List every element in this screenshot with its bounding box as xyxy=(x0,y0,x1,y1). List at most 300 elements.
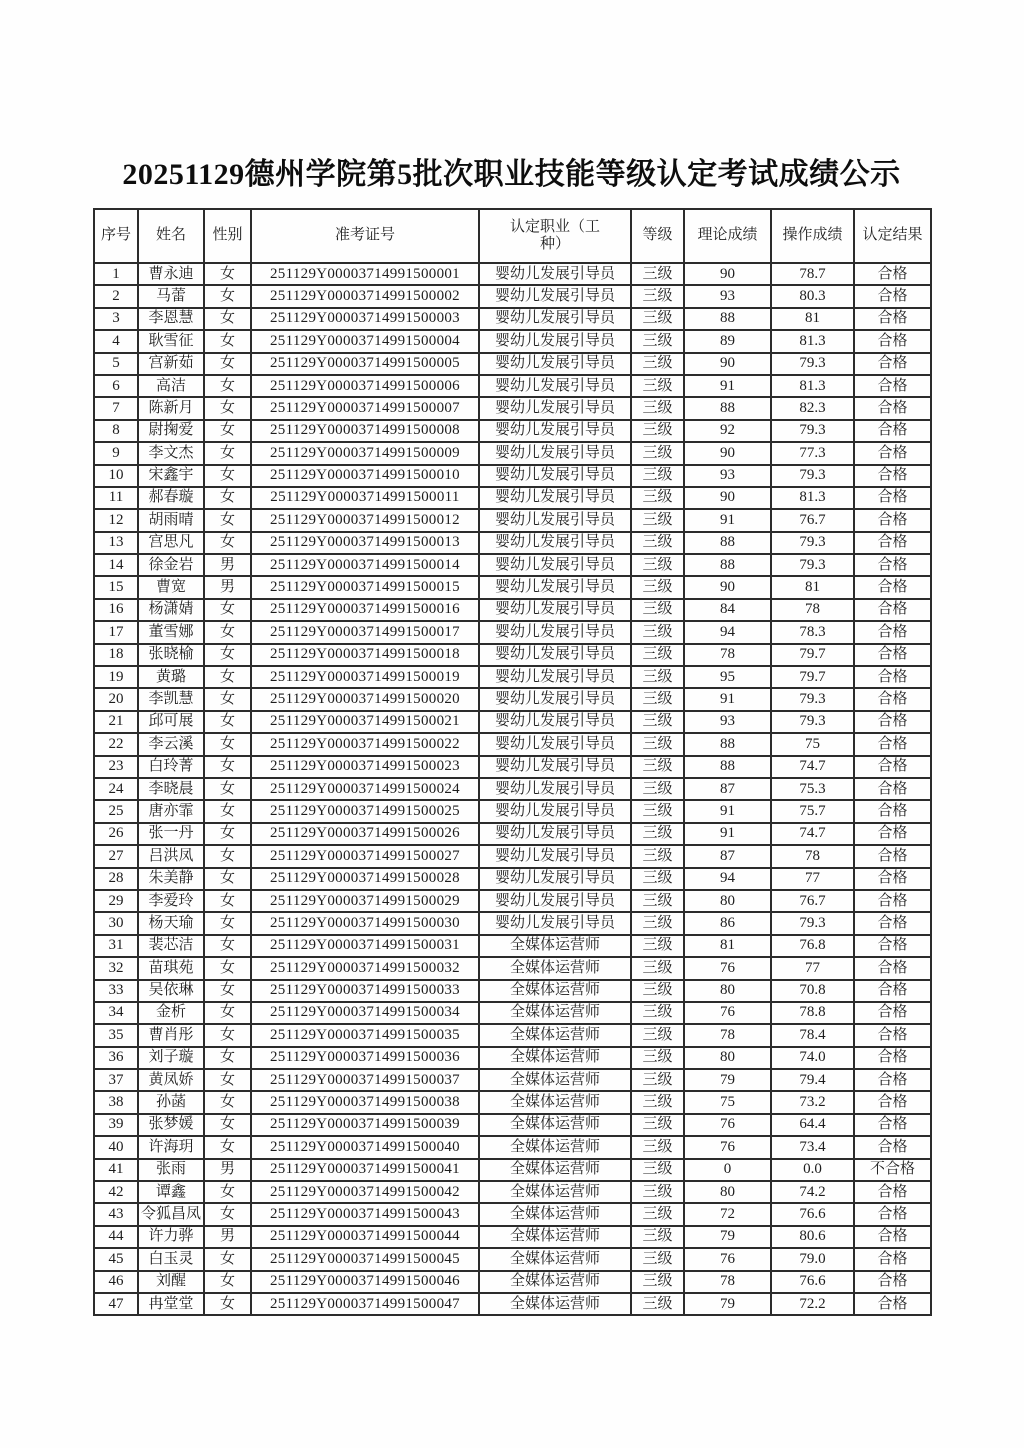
cell-occupation: 全媒体运营师 xyxy=(479,980,631,1002)
cell-theory-score: 88 xyxy=(684,397,771,419)
cell-theory-score: 92 xyxy=(684,420,771,442)
cell-operation-score: 77.3 xyxy=(771,442,854,464)
cell-result: 合格 xyxy=(854,509,931,531)
cell-index: 23 xyxy=(94,756,138,778)
cell-exam-id: 251129Y00003714991500036 xyxy=(251,1047,479,1069)
cell-name: 马蕾 xyxy=(138,285,204,307)
cell-gender: 女 xyxy=(204,1002,251,1024)
cell-name: 唐亦霏 xyxy=(138,800,204,822)
cell-index: 6 xyxy=(94,375,138,397)
cell-exam-id: 251129Y00003714991500003 xyxy=(251,308,479,330)
cell-exam-id: 251129Y00003714991500031 xyxy=(251,935,479,957)
cell-index: 5 xyxy=(94,353,138,375)
cell-name: 裴芯洁 xyxy=(138,935,204,957)
cell-level: 三级 xyxy=(631,509,684,531)
cell-result: 合格 xyxy=(854,353,931,375)
cell-level: 三级 xyxy=(631,532,684,554)
cell-operation-score: 81.3 xyxy=(771,375,854,397)
table-row xyxy=(94,576,931,598)
cell-index: 9 xyxy=(94,442,138,464)
cell-operation-score: 78 xyxy=(771,845,854,867)
table-row xyxy=(94,487,931,509)
cell-name: 吴依琳 xyxy=(138,980,204,1002)
cell-occupation: 婴幼儿发展引导员 xyxy=(479,890,631,912)
table-row xyxy=(94,420,931,442)
cell-operation-score: 73.4 xyxy=(771,1136,854,1158)
cell-theory-score: 84 xyxy=(684,599,771,621)
cell-level: 三级 xyxy=(631,1271,684,1293)
cell-operation-score: 64.4 xyxy=(771,1114,854,1136)
cell-name: 金析 xyxy=(138,1002,204,1024)
table-row xyxy=(94,935,931,957)
cell-occupation: 婴幼儿发展引导员 xyxy=(479,823,631,845)
cell-result: 合格 xyxy=(854,285,931,307)
cell-operation-score: 72.2 xyxy=(771,1293,854,1315)
cell-index: 13 xyxy=(94,532,138,554)
cell-level: 三级 xyxy=(631,487,684,509)
cell-index: 46 xyxy=(94,1271,138,1293)
cell-occupation: 婴幼儿发展引导员 xyxy=(479,330,631,352)
cell-result: 合格 xyxy=(854,1069,931,1091)
cell-result: 合格 xyxy=(854,1002,931,1024)
cell-exam-id: 251129Y00003714991500033 xyxy=(251,980,479,1002)
cell-level: 三级 xyxy=(631,1226,684,1248)
cell-index: 16 xyxy=(94,599,138,621)
cell-level: 三级 xyxy=(631,465,684,487)
cell-level: 三级 xyxy=(631,912,684,934)
cell-occupation: 全媒体运营师 xyxy=(479,1091,631,1113)
cell-operation-score: 79.3 xyxy=(771,711,854,733)
cell-result: 合格 xyxy=(854,912,931,934)
cell-exam-id: 251129Y00003714991500034 xyxy=(251,1002,479,1024)
cell-gender: 女 xyxy=(204,397,251,419)
cell-theory-score: 79 xyxy=(684,1226,771,1248)
cell-operation-score: 77 xyxy=(771,957,854,979)
table-row xyxy=(94,711,931,733)
cell-result: 合格 xyxy=(854,868,931,890)
cell-name: 宫思凡 xyxy=(138,532,204,554)
cell-name: 曹永迪 xyxy=(138,263,204,285)
table-row xyxy=(94,1293,931,1315)
cell-result: 合格 xyxy=(854,733,931,755)
cell-exam-id: 251129Y00003714991500024 xyxy=(251,778,479,800)
cell-occupation: 婴幼儿发展引导员 xyxy=(479,644,631,666)
cell-operation-score: 76.7 xyxy=(771,509,854,531)
cell-result: 合格 xyxy=(854,688,931,710)
cell-index: 39 xyxy=(94,1114,138,1136)
cell-name: 白玉灵 xyxy=(138,1248,204,1270)
cell-exam-id: 251129Y00003714991500004 xyxy=(251,330,479,352)
cell-name: 宫新茹 xyxy=(138,353,204,375)
cell-index: 14 xyxy=(94,554,138,576)
table-row xyxy=(94,465,931,487)
cell-theory-score: 72 xyxy=(684,1203,771,1225)
cell-theory-score: 80 xyxy=(684,1181,771,1203)
cell-exam-id: 251129Y00003714991500010 xyxy=(251,465,479,487)
cell-result: 合格 xyxy=(854,1226,931,1248)
cell-operation-score: 76.7 xyxy=(771,890,854,912)
cell-gender: 女 xyxy=(204,621,251,643)
table-row xyxy=(94,621,931,643)
cell-index: 17 xyxy=(94,621,138,643)
cell-theory-score: 91 xyxy=(684,823,771,845)
cell-gender: 女 xyxy=(204,1024,251,1046)
cell-level: 三级 xyxy=(631,957,684,979)
table-row xyxy=(94,509,931,531)
cell-gender: 女 xyxy=(204,308,251,330)
cell-gender: 女 xyxy=(204,778,251,800)
table-row xyxy=(94,1159,931,1181)
cell-level: 三级 xyxy=(631,397,684,419)
cell-gender: 女 xyxy=(204,532,251,554)
cell-result: 合格 xyxy=(854,711,931,733)
cell-level: 三级 xyxy=(631,599,684,621)
cell-theory-score: 94 xyxy=(684,868,771,890)
cell-exam-id: 251129Y00003714991500028 xyxy=(251,868,479,890)
column-header-result: 认定结果 xyxy=(854,209,931,263)
table-row xyxy=(94,285,931,307)
table-row xyxy=(94,733,931,755)
table-row xyxy=(94,1091,931,1113)
cell-name: 令狐昌凤 xyxy=(138,1203,204,1225)
cell-occupation: 全媒体运营师 xyxy=(479,1181,631,1203)
cell-exam-id: 251129Y00003714991500041 xyxy=(251,1159,479,1181)
cell-index: 12 xyxy=(94,509,138,531)
cell-theory-score: 80 xyxy=(684,980,771,1002)
cell-occupation: 婴幼儿发展引导员 xyxy=(479,465,631,487)
column-header-theory-score: 理论成绩 xyxy=(684,209,771,263)
table-header-row xyxy=(94,209,931,263)
cell-operation-score: 77 xyxy=(771,868,854,890)
cell-level: 三级 xyxy=(631,1069,684,1091)
cell-result: 合格 xyxy=(854,487,931,509)
cell-occupation: 婴幼儿发展引导员 xyxy=(479,688,631,710)
cell-result: 合格 xyxy=(854,644,931,666)
column-header-gender: 性别 xyxy=(204,209,251,263)
cell-gender: 女 xyxy=(204,442,251,464)
cell-exam-id: 251129Y00003714991500046 xyxy=(251,1271,479,1293)
table-row xyxy=(94,532,931,554)
cell-gender: 女 xyxy=(204,1091,251,1113)
cell-gender: 女 xyxy=(204,935,251,957)
cell-operation-score: 76.6 xyxy=(771,1203,854,1225)
cell-level: 三级 xyxy=(631,1181,684,1203)
table-header xyxy=(94,209,931,263)
cell-level: 三级 xyxy=(631,330,684,352)
cell-theory-score: 88 xyxy=(684,308,771,330)
cell-operation-score: 75.3 xyxy=(771,778,854,800)
column-header-occupation: 认定职业（工种） xyxy=(479,209,631,263)
table-row xyxy=(94,890,931,912)
cell-gender: 女 xyxy=(204,487,251,509)
cell-gender: 女 xyxy=(204,1271,251,1293)
cell-exam-id: 251129Y00003714991500040 xyxy=(251,1136,479,1158)
column-header-index: 序号 xyxy=(94,209,138,263)
cell-operation-score: 74.7 xyxy=(771,823,854,845)
cell-index: 44 xyxy=(94,1226,138,1248)
cell-result: 合格 xyxy=(854,666,931,688)
cell-occupation: 全媒体运营师 xyxy=(479,1024,631,1046)
cell-operation-score: 78 xyxy=(771,599,854,621)
cell-operation-score: 79.3 xyxy=(771,420,854,442)
cell-exam-id: 251129Y00003714991500019 xyxy=(251,666,479,688)
cell-name: 徐金岩 xyxy=(138,554,204,576)
cell-occupation: 全媒体运营师 xyxy=(479,935,631,957)
cell-index: 43 xyxy=(94,1203,138,1225)
cell-name: 谭鑫 xyxy=(138,1181,204,1203)
cell-name: 吕洪凤 xyxy=(138,845,204,867)
cell-level: 三级 xyxy=(631,1136,684,1158)
cell-operation-score: 78.3 xyxy=(771,621,854,643)
cell-operation-score: 75.7 xyxy=(771,800,854,822)
cell-operation-score: 70.8 xyxy=(771,980,854,1002)
table-row xyxy=(94,800,931,822)
cell-theory-score: 93 xyxy=(684,465,771,487)
cell-gender: 女 xyxy=(204,330,251,352)
cell-name: 邱可展 xyxy=(138,711,204,733)
cell-occupation: 婴幼儿发展引导员 xyxy=(479,666,631,688)
table-row xyxy=(94,599,931,621)
cell-occupation: 婴幼儿发展引导员 xyxy=(479,868,631,890)
cell-operation-score: 81 xyxy=(771,576,854,598)
cell-exam-id: 251129Y00003714991500038 xyxy=(251,1091,479,1113)
cell-operation-score: 79.7 xyxy=(771,666,854,688)
cell-theory-score: 79 xyxy=(684,1293,771,1315)
cell-result: 合格 xyxy=(854,1024,931,1046)
cell-name: 李凯慧 xyxy=(138,688,204,710)
cell-name: 宋鑫宇 xyxy=(138,465,204,487)
cell-occupation: 婴幼儿发展引导员 xyxy=(479,420,631,442)
cell-theory-score: 90 xyxy=(684,353,771,375)
cell-gender: 女 xyxy=(204,1069,251,1091)
cell-level: 三级 xyxy=(631,980,684,1002)
cell-occupation: 婴幼儿发展引导员 xyxy=(479,375,631,397)
cell-operation-score: 79.7 xyxy=(771,644,854,666)
table-row xyxy=(94,554,931,576)
cell-occupation: 全媒体运营师 xyxy=(479,1002,631,1024)
cell-result: 合格 xyxy=(854,599,931,621)
cell-exam-id: 251129Y00003714991500026 xyxy=(251,823,479,845)
table-row xyxy=(94,1248,931,1270)
cell-theory-score: 88 xyxy=(684,756,771,778)
cell-result: 合格 xyxy=(854,1114,931,1136)
table-row xyxy=(94,1002,931,1024)
cell-name: 高洁 xyxy=(138,375,204,397)
cell-exam-id: 251129Y00003714991500025 xyxy=(251,800,479,822)
table-row xyxy=(94,308,931,330)
cell-level: 三级 xyxy=(631,688,684,710)
cell-index: 40 xyxy=(94,1136,138,1158)
cell-theory-score: 81 xyxy=(684,935,771,957)
cell-index: 32 xyxy=(94,957,138,979)
cell-gender: 女 xyxy=(204,845,251,867)
cell-occupation: 婴幼儿发展引导员 xyxy=(479,800,631,822)
cell-level: 三级 xyxy=(631,823,684,845)
table-body xyxy=(94,263,931,1315)
cell-theory-score: 76 xyxy=(684,1114,771,1136)
cell-theory-score: 91 xyxy=(684,509,771,531)
cell-gender: 女 xyxy=(204,823,251,845)
cell-index: 37 xyxy=(94,1069,138,1091)
cell-name: 李晓晨 xyxy=(138,778,204,800)
cell-result: 合格 xyxy=(854,263,931,285)
cell-occupation: 婴幼儿发展引导员 xyxy=(479,397,631,419)
cell-name: 李爱玲 xyxy=(138,890,204,912)
cell-gender: 女 xyxy=(204,733,251,755)
cell-exam-id: 251129Y00003714991500015 xyxy=(251,576,479,598)
cell-result: 合格 xyxy=(854,554,931,576)
cell-gender: 女 xyxy=(204,688,251,710)
cell-level: 三级 xyxy=(631,576,684,598)
cell-exam-id: 251129Y00003714991500016 xyxy=(251,599,479,621)
cell-gender: 女 xyxy=(204,509,251,531)
cell-name: 张晓榆 xyxy=(138,644,204,666)
cell-gender: 女 xyxy=(204,980,251,1002)
cell-exam-id: 251129Y00003714991500008 xyxy=(251,420,479,442)
cell-name: 黄璐 xyxy=(138,666,204,688)
cell-result: 合格 xyxy=(854,420,931,442)
cell-index: 22 xyxy=(94,733,138,755)
cell-level: 三级 xyxy=(631,442,684,464)
cell-gender: 女 xyxy=(204,1248,251,1270)
cell-operation-score: 74.7 xyxy=(771,756,854,778)
cell-gender: 女 xyxy=(204,420,251,442)
cell-operation-score: 74.0 xyxy=(771,1047,854,1069)
cell-index: 21 xyxy=(94,711,138,733)
cell-level: 三级 xyxy=(631,890,684,912)
cell-occupation: 婴幼儿发展引导员 xyxy=(479,532,631,554)
cell-level: 三级 xyxy=(631,1047,684,1069)
cell-name: 冉堂堂 xyxy=(138,1293,204,1315)
cell-index: 15 xyxy=(94,576,138,598)
cell-occupation: 全媒体运营师 xyxy=(479,1136,631,1158)
cell-index: 41 xyxy=(94,1159,138,1181)
cell-index: 20 xyxy=(94,688,138,710)
cell-theory-score: 76 xyxy=(684,1248,771,1270)
cell-gender: 女 xyxy=(204,1293,251,1315)
cell-level: 三级 xyxy=(631,666,684,688)
cell-gender: 女 xyxy=(204,1136,251,1158)
cell-result: 合格 xyxy=(854,1136,931,1158)
cell-gender: 女 xyxy=(204,465,251,487)
cell-gender: 女 xyxy=(204,285,251,307)
cell-theory-score: 80 xyxy=(684,890,771,912)
cell-level: 三级 xyxy=(631,1091,684,1113)
cell-result: 合格 xyxy=(854,442,931,464)
cell-level: 三级 xyxy=(631,1203,684,1225)
cell-result: 合格 xyxy=(854,823,931,845)
cell-operation-score: 78.7 xyxy=(771,263,854,285)
cell-theory-score: 90 xyxy=(684,263,771,285)
cell-occupation: 全媒体运营师 xyxy=(479,1203,631,1225)
cell-index: 4 xyxy=(94,330,138,352)
cell-gender: 女 xyxy=(204,375,251,397)
table-row xyxy=(94,1024,931,1046)
cell-exam-id: 251129Y00003714991500021 xyxy=(251,711,479,733)
cell-result: 合格 xyxy=(854,532,931,554)
cell-exam-id: 251129Y00003714991500047 xyxy=(251,1293,479,1315)
cell-occupation: 婴幼儿发展引导员 xyxy=(479,845,631,867)
page-title: 20251129德州学院第5批次职业技能等级认定考试成绩公示 xyxy=(122,158,901,191)
cell-index: 18 xyxy=(94,644,138,666)
table-row xyxy=(94,957,931,979)
cell-result: 合格 xyxy=(854,465,931,487)
table-row xyxy=(94,666,931,688)
cell-occupation: 全媒体运营师 xyxy=(479,1293,631,1315)
cell-occupation: 婴幼儿发展引导员 xyxy=(479,912,631,934)
cell-operation-score: 79.3 xyxy=(771,554,854,576)
table-row xyxy=(94,868,931,890)
cell-operation-score: 79.3 xyxy=(771,912,854,934)
cell-exam-id: 251129Y00003714991500012 xyxy=(251,509,479,531)
cell-theory-score: 87 xyxy=(684,778,771,800)
cell-name: 耿雪征 xyxy=(138,330,204,352)
cell-name: 董雪娜 xyxy=(138,621,204,643)
cell-index: 27 xyxy=(94,845,138,867)
cell-operation-score: 75 xyxy=(771,733,854,755)
cell-level: 三级 xyxy=(631,285,684,307)
table-row xyxy=(94,397,931,419)
cell-exam-id: 251129Y00003714991500007 xyxy=(251,397,479,419)
cell-result: 合格 xyxy=(854,375,931,397)
cell-level: 三级 xyxy=(631,420,684,442)
table-row xyxy=(94,330,931,352)
cell-name: 李恩慧 xyxy=(138,308,204,330)
cell-level: 三级 xyxy=(631,935,684,957)
cell-occupation: 婴幼儿发展引导员 xyxy=(479,442,631,464)
cell-exam-id: 251129Y00003714991500029 xyxy=(251,890,479,912)
cell-level: 三级 xyxy=(631,800,684,822)
table-row xyxy=(94,1226,931,1248)
cell-theory-score: 93 xyxy=(684,711,771,733)
cell-level: 三级 xyxy=(631,308,684,330)
cell-index: 31 xyxy=(94,935,138,957)
cell-operation-score: 81 xyxy=(771,308,854,330)
cell-result: 合格 xyxy=(854,1293,931,1315)
cell-result: 合格 xyxy=(854,1091,931,1113)
cell-gender: 女 xyxy=(204,599,251,621)
cell-occupation: 婴幼儿发展引导员 xyxy=(479,263,631,285)
cell-occupation: 婴幼儿发展引导员 xyxy=(479,487,631,509)
table-row xyxy=(94,845,931,867)
cell-name: 杨天瑜 xyxy=(138,912,204,934)
cell-operation-score: 0.0 xyxy=(771,1159,854,1181)
cell-gender: 女 xyxy=(204,890,251,912)
cell-theory-score: 88 xyxy=(684,733,771,755)
cell-gender: 男 xyxy=(204,554,251,576)
cell-index: 3 xyxy=(94,308,138,330)
cell-exam-id: 251129Y00003714991500001 xyxy=(251,263,479,285)
cell-occupation: 婴幼儿发展引导员 xyxy=(479,576,631,598)
cell-index: 29 xyxy=(94,890,138,912)
cell-operation-score: 78.4 xyxy=(771,1024,854,1046)
cell-name: 张梦媛 xyxy=(138,1114,204,1136)
cell-theory-score: 90 xyxy=(684,576,771,598)
cell-theory-score: 90 xyxy=(684,487,771,509)
cell-result: 合格 xyxy=(854,935,931,957)
cell-level: 三级 xyxy=(631,621,684,643)
cell-theory-score: 78 xyxy=(684,1024,771,1046)
cell-name: 胡雨晴 xyxy=(138,509,204,531)
table-row xyxy=(94,644,931,666)
cell-index: 10 xyxy=(94,465,138,487)
cell-theory-score: 79 xyxy=(684,1069,771,1091)
cell-gender: 女 xyxy=(204,868,251,890)
cell-level: 三级 xyxy=(631,1114,684,1136)
cell-result: 合格 xyxy=(854,330,931,352)
cell-operation-score: 79.3 xyxy=(771,353,854,375)
cell-result: 合格 xyxy=(854,890,931,912)
